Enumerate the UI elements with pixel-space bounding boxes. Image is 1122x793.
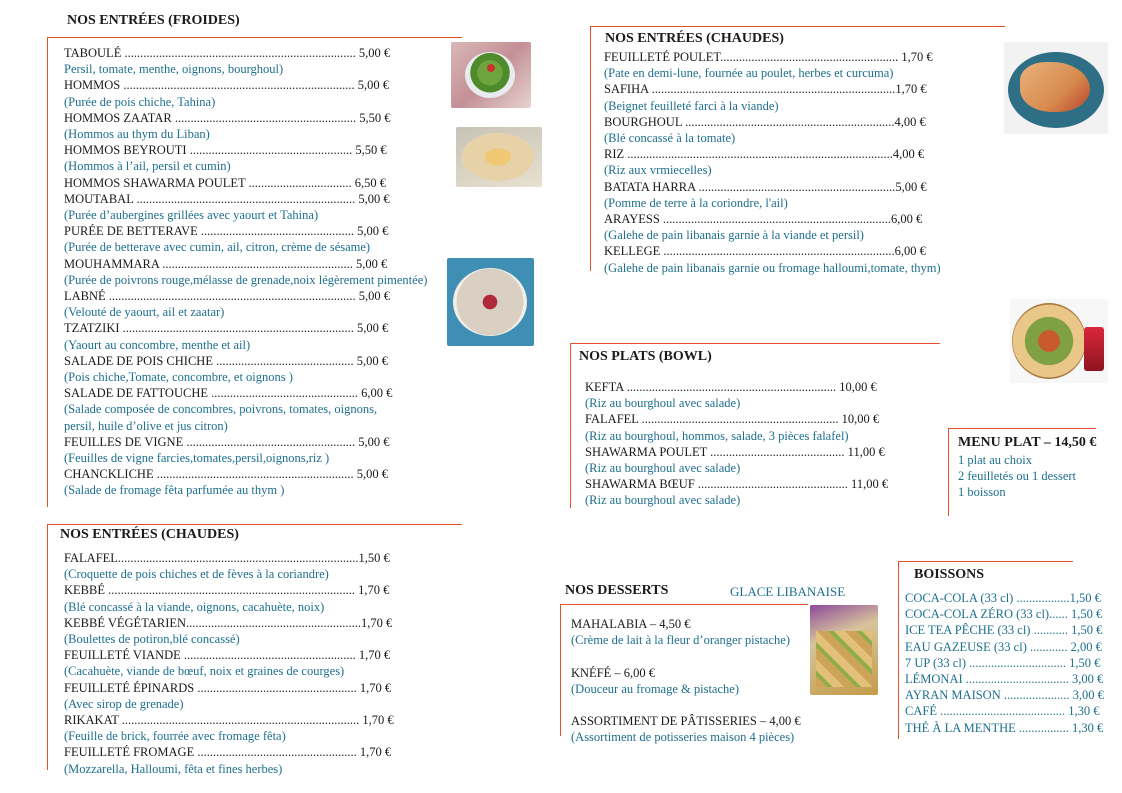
desserts-frame-top (560, 604, 808, 605)
chaudes1-list (64, 550, 394, 777)
menu-item-name: HOMMOS BEYROUTI .................................................... 5,50 € (64, 143, 387, 158)
menu-item-name: BATATA HARRA ...............................................................5,00 € (604, 179, 927, 194)
menu-item-description: Persil, tomate, menthe, oignons, bourghoul) (64, 62, 284, 77)
menu-item-description: (Riz au bourghoul, hommos, salade, 3 pièces falafel) (585, 428, 849, 443)
menu-item-description: (Feuille de brick, fourrée avec fromage fêta) (64, 729, 286, 744)
menu-item-name: KEBBÉ ............................................................................... 1,70 € (64, 583, 390, 598)
menu-item-name: ARAYESS .........................................................................6,00 € (604, 212, 923, 227)
desserts-subtitle: GLACE LIBANAISE (730, 584, 846, 599)
menu-item-description: 2 feuilletés ou 1 dessert (958, 469, 1077, 484)
menu-item-name: CHANCKLICHE ............................................................... 5,00 € (64, 467, 388, 482)
menu-item-description: (Blé concassé à la tomate) (604, 131, 736, 146)
menu-item-name: SALADE DE POIS CHICHE ............................................ 5,00 € (64, 353, 388, 368)
menu-frame-top (948, 428, 1096, 429)
menu-item-description: (Galehe de pain libanais garnie ou fromage halloumi,tomate, thym) (604, 260, 941, 275)
menu-item-name: FEUILLETÉ POULET......................................................... 1,70 € (604, 50, 933, 64)
menu-item-name: TZATZIKI .......................................................................... 5,00 € (64, 321, 389, 336)
boissons-frame-left (898, 561, 899, 739)
menu-item-description: COCA-COLA (33 cl) .................1,50 € (905, 591, 1101, 605)
menu-item-description: 1 boisson (958, 485, 1006, 500)
menu-item-description: (Hommos à l’ail, persil et cumin) (64, 159, 231, 174)
menu-item-description: (Cacahuète, viande de bœuf, noix et graines de courges) (64, 664, 345, 679)
menu-item-description: (Salade composée de concombres, poivrons, tomates, oignons, (64, 402, 378, 417)
menu-list (958, 452, 1076, 501)
menu-item-description: (Riz au bourghoul avec salade) (585, 493, 741, 508)
menu-item-name: FEUILLES DE VIGNE ...................................................... 5,00 € (64, 434, 390, 449)
menu-item-description: (Riz aux vrmiecelles) (604, 163, 712, 178)
menu-item-name: KNÉFÉ – 6,00 € (571, 665, 656, 680)
menu-item-name: SAFIHA ..............................................................................1,70 € (604, 82, 927, 97)
menu-item-description: (Assortiment de potisseries maison 4 pièces) (571, 730, 795, 745)
hummus-photo (456, 127, 542, 187)
bowl-list (585, 379, 888, 509)
menu-item-description: AYRAN MAISON ..................... 3,00 € (905, 688, 1104, 703)
menu-item-name: MOUTABAL ...................................................................... 5,00 € (64, 191, 390, 206)
tabbouleh-photo (451, 42, 531, 108)
froides-title: NOS ENTRÉES (FROIDES) (67, 13, 240, 28)
menu-item-description: (Douceur au fromage & pistache) (571, 681, 739, 696)
menu-item-description: (Beignet feuilleté farci à la viande) (604, 98, 779, 113)
menu-item-description: THÉ À LA MENTHE ................ 1,30 € (905, 720, 1104, 735)
chaudes1-title: NOS ENTRÉES (CHAUDES) (60, 527, 239, 542)
menu-item-name: SHAWARMA BŒUF ................................................ 11,00 € (585, 477, 889, 492)
menu-item-description: (Purée de poivrons rouge,mélasse de grenade,noix légèrement pimentée) (64, 272, 428, 287)
pastries-photo (810, 605, 878, 695)
spacer (571, 697, 801, 713)
spacer (571, 648, 801, 664)
menu-item-description: (Croquette de pois chiches et de fèves à la coriandre) (64, 567, 329, 582)
menu-item-name: HOMMOS SHAWARMA POULET ................................. 6,50 € (64, 175, 387, 190)
menu-item-description: (Purée d’aubergines grillées avec yaourt et Tahina) (64, 208, 319, 223)
menu-item-description: (Riz au bourghoul avec salade) (585, 461, 741, 476)
chaudes2-title: NOS ENTRÉES (CHAUDES) (605, 31, 784, 46)
menu-item-name: LABNÉ ............................................................................... 5,00 € (64, 289, 391, 304)
menu-item-name: FEUILLETÉ FROMAGE ................................................... 1,70 € (64, 745, 392, 760)
menu-item-name: PURÉE DE BETTERAVE ................................................. 5,00 € (64, 224, 389, 239)
menu-item-description: ICE TEA PÊCHE (33 cl) ........... 1,50 € (905, 623, 1103, 638)
froides-list (64, 45, 427, 499)
menu-item-name: FEUILLETÉ VIANDE ....................................................... 1,70 € (64, 648, 391, 663)
menu-item-name: MAHALABIA – 4,50 € (571, 617, 691, 631)
desserts-title: NOS DESSERTS (565, 583, 669, 598)
menu-item-description: LÉMONAI ................................. 3,00 € (905, 672, 1104, 687)
froides-frame-left (47, 37, 48, 507)
bowl-frame-left (570, 343, 571, 508)
menu-item-name: SALADE DE FATTOUCHE ............................................... 6,00 € (64, 386, 393, 401)
desserts-frame-left (560, 604, 561, 736)
menu-item-description: 7 UP (33 cl) ............................... 1,50 € (905, 655, 1101, 670)
chaudes2-list (604, 49, 941, 276)
chaudes1-frame-left (47, 524, 48, 770)
menu-item-name: KELLEGE ..........................................................................6,00 € (604, 244, 926, 259)
menu-item-description: (Salade de fromage fêta parfumée au thym ) (64, 483, 285, 498)
chaudes1-frame-top (47, 524, 462, 525)
boissons-list (905, 590, 1104, 736)
menu-item-name: TABOULÉ .......................................................................... 5,00 € (64, 46, 391, 60)
boissons-title: BOISSONS (914, 567, 985, 582)
menu-item-name: RIKAKAT ............................................................................ 1,70 € (64, 713, 394, 728)
menu-item-description: (Avec sirop de grenade) (64, 696, 184, 711)
menu-item-name: KEBBÉ VÉGÉTARIEN........................................................1,70 € (64, 615, 393, 630)
menu-item-name: SHAWARMA POULET ........................................... 11,00 € (585, 444, 885, 459)
menu-item-description: (Crème de lait à la fleur d’oranger pistache) (571, 633, 790, 648)
menu-item-description: (Boulettes de potiron,blé concassé) (64, 632, 240, 647)
bowl-title: NOS PLATS (BOWL) (579, 349, 712, 364)
chaudes2-frame-top (590, 26, 1005, 27)
menu-item-description: (Hommos au thym du Liban) (64, 127, 210, 142)
menu-item-description: (Pois chiche,Tomate, concombre, et oignons ) (64, 370, 293, 385)
boissons-frame-top (898, 561, 1073, 562)
menu-item-description: EAU GAZEUSE (33 cl) ............ 2,00 € (905, 639, 1102, 654)
menu-item-description: (Riz au bourghoul avec salade) (585, 396, 741, 411)
menu-item-name: ASSORTIMENT DE PÂTISSERIES – 4,00 € (571, 714, 801, 729)
chaudes2-frame-left (590, 26, 591, 271)
bowl-photo (1010, 299, 1108, 383)
menu-item-description: (Pate en demi-lune, fournée au poulet, herbes et curcuma) (604, 66, 894, 81)
menu-item-description: (Pomme de terre à la coriondre, l'ail) (604, 195, 788, 210)
menu-item-description: COCA-COLA ZÉRO (33 cl)...... 1,50 € (905, 607, 1103, 622)
menu-item-description: 1 plat au choix (958, 453, 1032, 467)
menu-item-name: FEUILLETÉ ÉPINARDS ................................................... 1,70 € (64, 680, 392, 695)
menu-item-description: (Velouté de yaourt, ail et zaatar) (64, 305, 225, 320)
menu-item-name: KEFTA ................................................................... 10,00 € (585, 380, 877, 394)
menu-item-description: (Purée de betterave avec cumin, ail, citron, crème de sésame) (64, 240, 371, 255)
menu-title: MENU PLAT – 14,50 € (958, 435, 1097, 450)
menu-item-name: FALAFEL.............................................................................1,50 € (64, 551, 390, 565)
menu-item-description: persil, huile d’olive et jus citron) (64, 418, 228, 433)
menu-item-name: HOMMOS .......................................................................... 5,00 € (64, 78, 390, 93)
menu-item-description: (Galehe de pain libanais garnie à la viande et persil) (604, 228, 864, 243)
desserts-list (571, 616, 801, 746)
menu-item-description: (Yaourt au concombre, menthe et ail) (64, 337, 251, 352)
menu-item-name: MOUHAMMARA ............................................................. 5,00 € (64, 256, 388, 271)
menu-item-name: RIZ .....................................................................................4,00 € (604, 147, 925, 162)
menu-frame-left (948, 428, 949, 516)
mouhammara-photo (447, 258, 534, 346)
menu-item-description: (Blé concassé à la viande, oignons, cacahuète, noix) (64, 599, 325, 614)
menu-item-name: HOMMOS ZAATAR .......................................................... 5,50 € (64, 110, 391, 125)
menu-item-name: BOURGHOUL ...................................................................4,00 € (604, 114, 926, 129)
froides-frame-top (47, 37, 462, 38)
bowl-frame-top (570, 343, 940, 344)
menu-item-description: (Mozzarella, Halloumi, fêta et fines herbes) (64, 761, 283, 776)
feuillete-poulet-photo (1004, 42, 1108, 134)
menu-item-name: FALAFEL ............................................................... 10,00 € (585, 412, 880, 427)
menu-item-description: CAFÉ ........................................ 1,30 € (905, 704, 1100, 719)
menu-item-description: (Purée de pois chiche, Tahina) (64, 94, 216, 109)
menu-item-description: (Feuilles de vigne farcies,tomates,persil,oignons,riz ) (64, 451, 330, 466)
